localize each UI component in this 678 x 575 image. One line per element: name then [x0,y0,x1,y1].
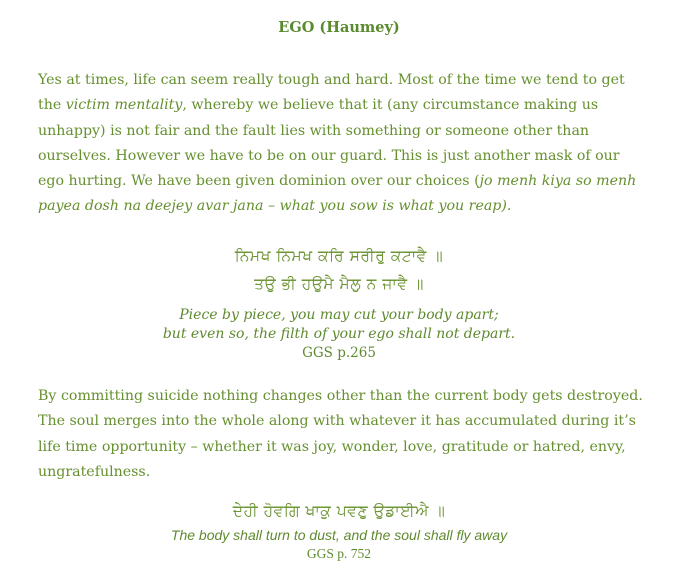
intro-emphasis-victim-mentality: victim mentality [65,97,183,114]
verse1-translation [0,306,678,363]
verse2-translation [0,526,678,564]
verse1-gurmukhi-line1: ਨਿਮਖ ਨਿਮਖ ਕਰਿ ਸਰੀਰੁ ਕਟਾਵੈ ॥ [234,247,444,265]
gurbani-verse-1 [0,242,678,298]
suicide-paragraph: By committing suicide nothing changes other than the current body gets destroyed. The soul merges into the whole along with whatever it has accumulated during it’s life time opportunity – whether it was joy, wonder, love, gratitude or hatred, envy, ungratefulness. [38,388,643,480]
intro-text-part1: Yes at times, life can seem really tough and hard. Most of the time we tend to get the [38,72,625,114]
verse1-translation-line1: Piece by piece, you may cut your body apart; [179,307,499,323]
verse2-reference: GGS p. 752 [306,546,372,561]
page-title: EGO (Haumey) [278,19,400,36]
verse1-reference: GGS p.265 [302,345,376,361]
intro-paragraph [38,68,650,220]
verse2-translation-line: The body shall turn to dust, and the soul shall fly away [170,527,508,543]
gurbani-verse-2 [0,497,678,525]
verse2-gurmukhi-line1: ਦੇਹੀ ਹੋਵਗਿ ਖਾਕੁ ਪਵਣੁ ਉਡਾਈਐ ॥ [232,502,446,520]
intro-emphasis-quote: jo menh kiya so menh payea dosh na deejey avar jana – what you sow is what you reap). [38,173,637,215]
verse1-translation-line2: but even so, the filth of your ego shall not depart. [162,326,516,342]
verse1-gurmukhi-line2: ਤਉ ਭੀ ਹਉਮੈ ਮੈਲੁ ਨ ਜਾਵੈ ॥ [254,275,424,293]
intro-text-part2: , whereby we believe that it (any circumstance making us unhappy) is not fair and the fault lies with something or someone other than ourselves. However we have to be on our guard. This is just another mask of our ego hurting. We have been given dominion over our choices ( [38,97,620,190]
